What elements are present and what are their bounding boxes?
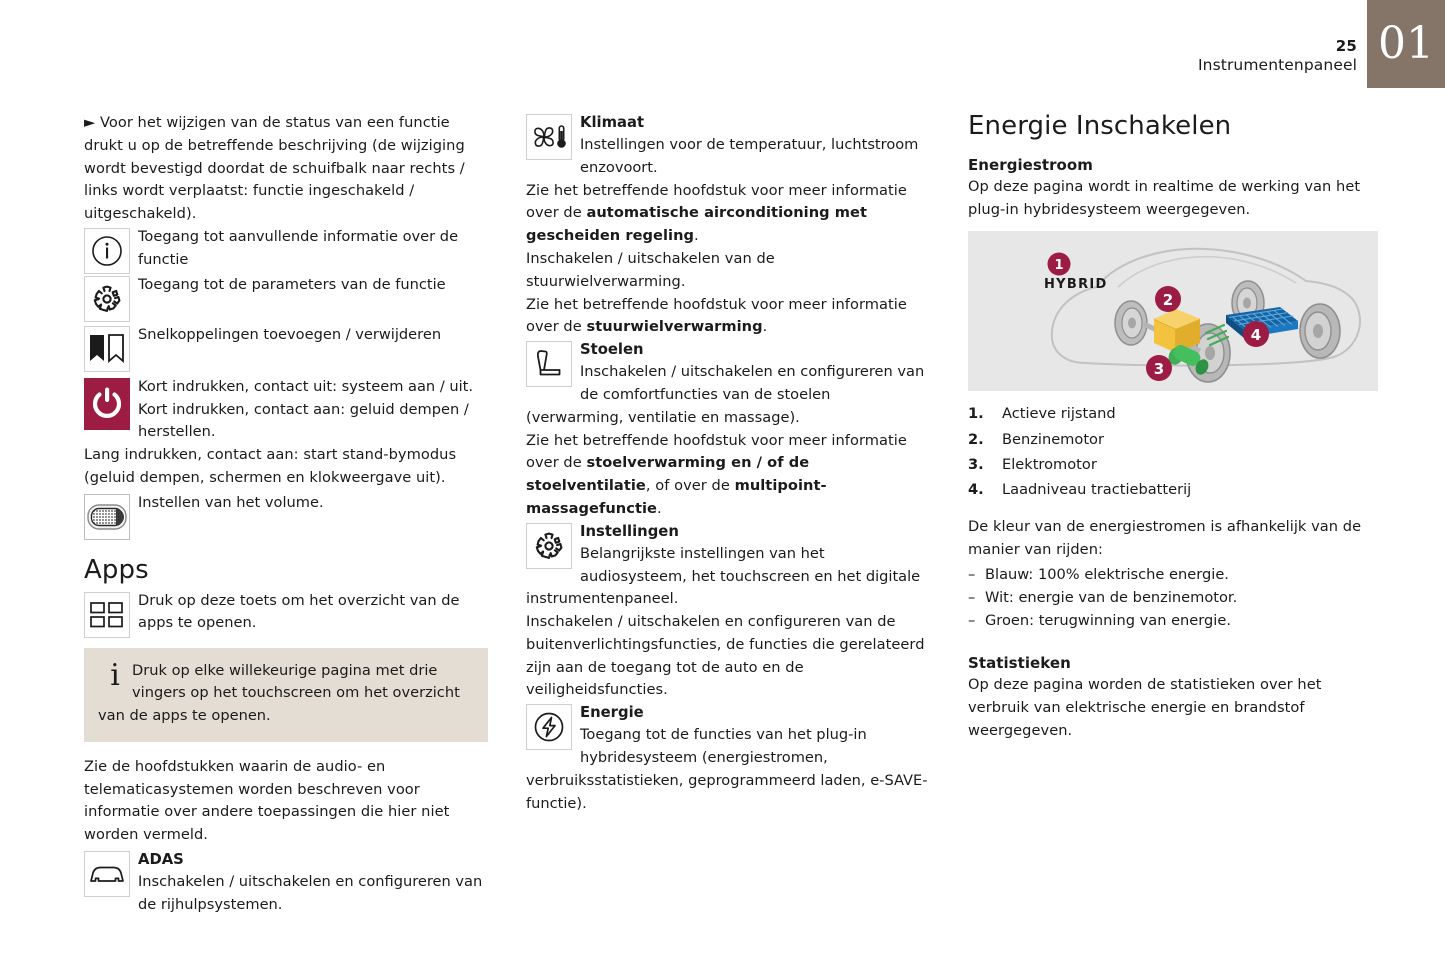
settings-gear-icon: [526, 523, 572, 569]
list-item: [968, 563, 1378, 586]
climate-fan-thermometer-icon: [526, 114, 572, 160]
seat-icon: [526, 341, 572, 387]
dash-marker: –: [968, 589, 976, 607]
instellingen-text: Belangrijkste instellingen van het audiosysteem, het touchscreen en het digitale instrumentenpaneel.: [526, 544, 921, 608]
energie-color-paragraph: De kleur van de energiestromen is afhankelijk van de manier van rijden:: [968, 517, 1362, 558]
statistieken-paragraph: Op deze pagina worden de statistieken over het verbruik van elektrische energie en brandstof weergegeven.: [968, 676, 1322, 739]
volume-icon-text: Instellen van het volume.: [138, 493, 324, 511]
list-item: [968, 401, 1378, 426]
column-right: [968, 112, 1378, 945]
volume-knob-icon: [84, 494, 130, 540]
figure-callout-3: [1146, 355, 1172, 381]
apps-grid-icon: [84, 592, 130, 638]
energy-color-bullets: [968, 563, 1378, 632]
statistieken-subheading: Statistieken: [968, 654, 1071, 673]
legend-number: 2.: [968, 430, 984, 448]
power-text-line2: Kort indrukken, contact aan: geluid dempen / herstellen.: [138, 400, 469, 441]
gear-icon-row: [84, 274, 488, 322]
apps-icon-row: [84, 590, 488, 638]
energiestroom-paragraph: Op deze pagina wordt in realtime de werking van het plug-in hybridesysteem weergegeven.: [968, 177, 1361, 218]
legend-label: Laadniveau tractiebatterij: [1002, 480, 1192, 498]
bullet-text: Blauw: 100% elektrische energie.: [985, 566, 1229, 584]
adas-car-icon: [84, 851, 130, 897]
svg-text:3: 3: [1153, 360, 1165, 379]
stoelen-ref-mid: , of over de: [645, 477, 735, 495]
after-callout-paragraph: Zie de hoofdstukken waarin de audio- en telematicasystemen worden beschreven voor informatie over andere toepassingen die hier niet worden vermeld.: [84, 757, 450, 844]
svg-text:4: 4: [1250, 326, 1262, 345]
apps-icon-text: Druk op deze toets om het overzicht van de apps te openen.: [138, 591, 460, 632]
info-marker: i: [110, 657, 120, 693]
klimaat-text: Instellingen voor de temperatuur, luchtstroom enzovoort.: [580, 136, 919, 176]
list-item: [968, 586, 1378, 609]
hybrid-powertrain-figure: [968, 231, 1378, 391]
bookmark-icon-row: [84, 324, 488, 372]
list-item: [968, 477, 1378, 502]
klimaat-reference: [526, 180, 930, 248]
gear-icon-text: Toegang tot de parameters van de functie: [138, 275, 446, 293]
klimaat-ref-post: .: [694, 227, 699, 245]
adas-text: Inschakelen / uitschakelen en configureren van de rijhulpsystemen.: [138, 873, 483, 913]
figure-legend-list: [968, 401, 1378, 501]
stuurwiel-ref-pre: Zie het betreffende hoofdstuk voor meer informatie over de: [526, 295, 907, 336]
bookmark-add-remove-icon: [84, 326, 130, 372]
legend-label: Elektromotor: [1002, 455, 1097, 473]
stuurwiel-ref-bold: stuurwielverwarming: [586, 318, 763, 336]
energie-icon-row: [526, 702, 930, 815]
figure-callout-1: [1048, 253, 1071, 276]
legend-number: 4.: [968, 480, 984, 498]
svg-text:1: 1: [1054, 258, 1064, 274]
figure-callout-4: [1243, 321, 1269, 347]
adas-title: ADAS: [138, 850, 184, 868]
page-number: 25: [1335, 37, 1357, 55]
chapter-title: Instrumentenpaneel: [1198, 55, 1357, 74]
stuurwiel-reference: [526, 294, 930, 340]
dash-marker: –: [968, 612, 976, 630]
instellingen-text2: Inschakelen / uitschakelen en configureren van de buitenverlichtingsfuncties, de functies die gerelateerd zijn aan de toegang tot de auto en de veiligheidsfuncties.: [526, 613, 925, 699]
instellingen-icon-row: [526, 521, 930, 611]
klimaat-ref-bold: automatische airconditioning met gescheiden regeling: [526, 204, 868, 245]
energiestroom-subheading: Energiestroom: [968, 155, 1093, 174]
bullet-text: Groen: terugwinning van energie.: [985, 612, 1231, 630]
callout-text: Druk op elke willekeurige pagina met drie vingers op het touchscreen om het overzicht van de apps te openen.: [98, 661, 460, 725]
power-button-icon: [84, 378, 130, 430]
dash-marker: –: [968, 566, 976, 584]
info-circle-icon: [84, 228, 130, 274]
instellingen-title: Instellingen: [580, 522, 679, 540]
figure-hybrid-label: HYBRID: [1044, 277, 1108, 293]
stoelen-icon-row: [526, 339, 930, 429]
column-left: [84, 112, 488, 945]
info-icon-row: [84, 226, 488, 274]
power-text-line3: Lang indrukken, contact aan: start stand-bymodus (geluid dempen, schermen en klokweergave uit).: [84, 446, 457, 486]
volume-icon-row: [84, 492, 488, 540]
stoelen-ref-bold1: stoelverwarming en / of de stoelventilatie: [526, 454, 810, 495]
gear-icon: [84, 276, 130, 322]
adas-icon-row: [84, 849, 488, 917]
stoelen-text: Inschakelen / uitschakelen en configureren van de comfortfuncties van de stoelen (verwarming, ventilatie en massage).: [526, 363, 925, 426]
energy-bolt-icon: [526, 704, 572, 750]
stoelen-ref-bold2: multipoint-massagefunctie: [526, 477, 827, 517]
stuurwiel-text: Inschakelen / uitschakelen van de stuurwielverwarming.: [526, 250, 775, 290]
info-icon-text: Toegang tot aanvullende informatie over de functie: [138, 227, 459, 268]
figure-callout-2: [1155, 286, 1181, 312]
info-callout: [84, 648, 488, 742]
energie-title: Energie: [580, 704, 644, 722]
page-header: [0, 0, 1445, 96]
legend-label: Actieve rijstand: [1002, 405, 1116, 423]
column-middle: [526, 112, 930, 945]
chapter-number-tab: 01: [1367, 0, 1445, 88]
list-item: [968, 452, 1378, 477]
list-item: [968, 427, 1378, 452]
list-item: [968, 609, 1378, 632]
stoelen-title: Stoelen: [580, 341, 644, 359]
power-text-line1: Kort indrukken, contact uit: systeem aan / uit.: [138, 377, 474, 395]
apps-heading: Apps: [84, 554, 149, 585]
svg-text:2: 2: [1162, 291, 1174, 310]
bullet-text: Wit: energie van de benzinemotor.: [985, 589, 1238, 607]
bookmark-icon-text: Snelkoppelingen toevoegen / verwijderen: [138, 325, 442, 343]
stoelen-ref-post: .: [656, 499, 662, 517]
legend-label: Benzinemotor: [1002, 430, 1104, 448]
klimaat-title: Klimaat: [580, 114, 645, 131]
power-icon-row: [84, 376, 488, 444]
header-text-group: [1198, 38, 1357, 74]
klimaat-ref-pre: Zie het betreffende hoofdstuk voor meer informatie over de: [526, 181, 907, 222]
legend-number: 3.: [968, 455, 984, 473]
klimaat-icon-row: [526, 112, 930, 180]
stoelen-reference: [526, 430, 930, 521]
legend-number: 1.: [968, 405, 984, 423]
intro-paragraph: ► Voor het wijzigen van de status van een functie drukt u op de betreffende beschrijving (de wijziging wordt bevestigd doordat de schuifbalk naar rechts / links wordt verplaatst: functie ingeschakeld / uitgeschakeld).: [84, 114, 465, 223]
energie-inschakelen-heading: Energie Inschakelen: [968, 111, 1232, 141]
stuurwiel-ref-post: .: [762, 318, 768, 336]
page-columns: [84, 112, 1361, 945]
energie-text: Toegang tot de functies van het plug-in hybridesysteem (energiestromen, verbruiksstatistieken, geprogrammeerd laden, e-SAVE-functie).: [526, 726, 928, 812]
stoelen-ref-pre: Zie het betreffende hoofdstuk voor meer informatie over de: [526, 431, 907, 472]
